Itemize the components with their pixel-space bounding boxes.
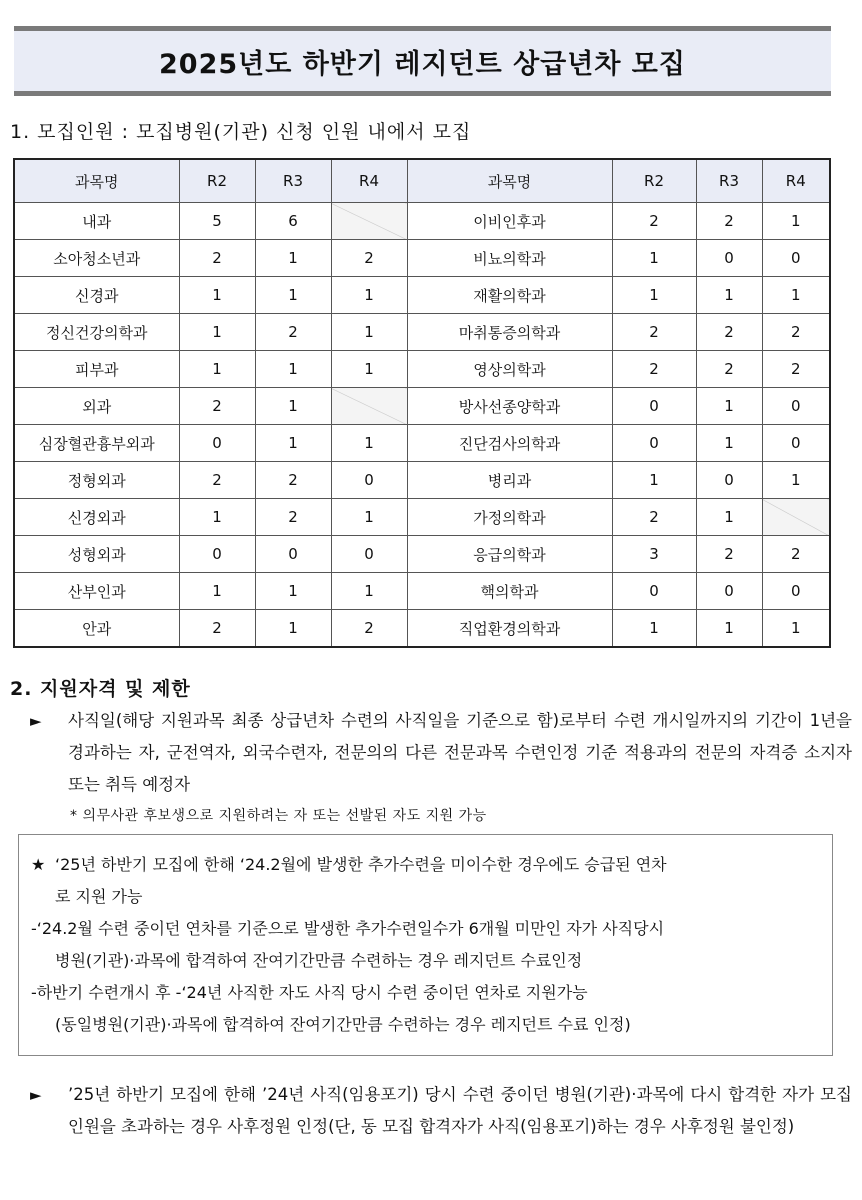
quota-cell: 1 bbox=[255, 277, 331, 314]
column-header: 과목명 bbox=[14, 159, 179, 203]
notice-text-cont: 로 지원 가능 bbox=[55, 887, 143, 906]
notice-sub-2: -하반기 수련개시 후 -‘24년 사직한 자도 사직 당시 수련 중이던 연차로 지원가능 bbox=[31, 983, 588, 1002]
quota-cell: 1 bbox=[762, 610, 830, 648]
quota-cell: 2 bbox=[696, 314, 762, 351]
quota-cell: 1 bbox=[179, 351, 255, 388]
notice-text: ‘25년 하반기 모집에 한해 ‘24.2월에 발생한 추가수련을 미이수한 경우에도 승급된 연차 bbox=[55, 855, 667, 874]
quota-cell: 2 bbox=[331, 240, 407, 277]
quota-cell: 2 bbox=[255, 314, 331, 351]
quota-cell: 2 bbox=[255, 499, 331, 536]
quota-cell: 2 bbox=[179, 610, 255, 648]
table-row bbox=[14, 425, 830, 462]
quota-cell: 2 bbox=[762, 536, 830, 573]
notice-sub-2-cont: (동일병원(기관)·과목에 합격하여 잔여기간만큼 수련하는 경우 레지던트 수료 인정) bbox=[55, 1015, 631, 1034]
column-header: R2 bbox=[179, 159, 255, 203]
subject-name-cell: 방사선종양학과 bbox=[407, 388, 612, 425]
subject-name-cell: 성형외과 bbox=[14, 536, 179, 573]
notice-box bbox=[18, 834, 833, 1056]
subject-name-cell: 내과 bbox=[14, 203, 179, 240]
notice-line bbox=[31, 849, 818, 881]
triangle-bullet-icon: ► bbox=[30, 1086, 42, 1104]
table-row bbox=[14, 203, 830, 240]
quota-cell: 0 bbox=[612, 388, 696, 425]
quota-cell: 2 bbox=[331, 610, 407, 648]
bullet-quota-exception-text: ’25년 하반기 모집에 한해 ’24년 사직(임용포기) 당시 수련 중이던 병원(기관)·과목에 다시 합격한 자가 모집인원을 초과하는 경우 사후정원 인정(단, 동 모집 합격자가 사직(임용포기)하는 경우 사후정원 불인정) bbox=[68, 1085, 852, 1136]
section2-heading: 2. 지원자격 및 제한 bbox=[10, 678, 191, 700]
quota-cell: 1 bbox=[762, 277, 830, 314]
page-title: 2025년도 하반기 레지던트 상급년차 모집 bbox=[159, 48, 686, 80]
quota-cell: 1 bbox=[612, 610, 696, 648]
quota-cell: 0 bbox=[331, 536, 407, 573]
table-row bbox=[14, 388, 830, 425]
table-row bbox=[14, 499, 830, 536]
table-header bbox=[14, 159, 830, 203]
quota-cell: 1 bbox=[612, 240, 696, 277]
table-row bbox=[14, 610, 830, 648]
quota-cell: 0 bbox=[612, 425, 696, 462]
empty-cell bbox=[331, 203, 407, 240]
quota-cell: 2 bbox=[612, 351, 696, 388]
table-row bbox=[14, 314, 830, 351]
subject-name-cell: 재활의학과 bbox=[407, 277, 612, 314]
quota-cell: 1 bbox=[331, 314, 407, 351]
quota-cell: 1 bbox=[255, 425, 331, 462]
quota-cell: 0 bbox=[612, 573, 696, 610]
quota-table bbox=[13, 158, 831, 648]
quota-cell: 1 bbox=[255, 240, 331, 277]
subject-name-cell: 신경과 bbox=[14, 277, 179, 314]
quota-cell: 1 bbox=[696, 388, 762, 425]
table-row bbox=[14, 462, 830, 499]
subject-name-cell: 안과 bbox=[14, 610, 179, 648]
quota-cell: 2 bbox=[179, 388, 255, 425]
quota-cell: 0 bbox=[762, 573, 830, 610]
quota-cell: 2 bbox=[612, 314, 696, 351]
quota-cell: 2 bbox=[696, 351, 762, 388]
quota-cell: 0 bbox=[696, 462, 762, 499]
quota-cell: 0 bbox=[179, 536, 255, 573]
quota-cell: 1 bbox=[696, 499, 762, 536]
quota-cell: 5 bbox=[179, 203, 255, 240]
quota-cell: 2 bbox=[612, 203, 696, 240]
quota-cell: 0 bbox=[762, 425, 830, 462]
quota-cell: 1 bbox=[696, 610, 762, 648]
bullet-eligibility bbox=[30, 705, 852, 801]
notice-sub-1-cont: 병원(기관)·과목에 합격하여 잔여기간만큼 수련하는 경우 레지던트 수료인정 bbox=[55, 951, 583, 970]
quota-cell: 2 bbox=[696, 536, 762, 573]
subject-name-cell: 직업환경의학과 bbox=[407, 610, 612, 648]
table-row bbox=[14, 573, 830, 610]
subject-name-cell: 핵의학과 bbox=[407, 573, 612, 610]
table-header-row bbox=[14, 159, 830, 203]
quota-cell: 1 bbox=[179, 499, 255, 536]
star-icon: ★ bbox=[31, 855, 46, 874]
quota-cell: 2 bbox=[612, 499, 696, 536]
column-header: R4 bbox=[331, 159, 407, 203]
empty-cell bbox=[331, 388, 407, 425]
quota-cell: 1 bbox=[696, 425, 762, 462]
quota-cell: 0 bbox=[331, 462, 407, 499]
triangle-bullet-icon: ► bbox=[30, 712, 42, 730]
quota-cell: 1 bbox=[179, 314, 255, 351]
quota-cell: 1 bbox=[331, 277, 407, 314]
subject-name-cell: 정형외과 bbox=[14, 462, 179, 499]
bullet-eligibility-text: 사직일(해당 지원과목 최종 상급년차 수련의 사직일을 기준으로 함)로부터 수련 개시일까지의 기간이 1년을 경과하는 자, 군전역자, 외국수련자, 전문의의 다른 전문과목 수련인정 기준 적용과의 전문의 자격증 소지자 또는 취득 예정자 bbox=[68, 711, 852, 794]
quota-cell: 1 bbox=[255, 573, 331, 610]
quota-cell: 2 bbox=[762, 351, 830, 388]
quota-cell: 1 bbox=[255, 610, 331, 648]
subject-name-cell: 소아청소년과 bbox=[14, 240, 179, 277]
quota-cell: 2 bbox=[762, 314, 830, 351]
quota-cell: 6 bbox=[255, 203, 331, 240]
subject-name-cell: 심장혈관흉부외과 bbox=[14, 425, 179, 462]
table-row bbox=[14, 351, 830, 388]
quota-cell: 2 bbox=[179, 462, 255, 499]
subject-name-cell: 병리과 bbox=[407, 462, 612, 499]
quota-cell: 2 bbox=[255, 462, 331, 499]
section1-heading: 1. 모집인원 : 모집병원(기관) 신청 인원 내에서 모집 bbox=[10, 121, 472, 143]
quota-cell: 0 bbox=[696, 573, 762, 610]
quota-cell: 1 bbox=[762, 462, 830, 499]
subject-name-cell: 신경외과 bbox=[14, 499, 179, 536]
subject-name-cell: 산부인과 bbox=[14, 573, 179, 610]
column-header: R3 bbox=[696, 159, 762, 203]
quota-cell: 1 bbox=[331, 499, 407, 536]
subject-name-cell: 피부과 bbox=[14, 351, 179, 388]
quota-cell: 1 bbox=[612, 462, 696, 499]
subject-name-cell: 비뇨의학과 bbox=[407, 240, 612, 277]
subject-name-cell: 정신건강의학과 bbox=[14, 314, 179, 351]
empty-cell bbox=[762, 499, 830, 536]
column-header: R4 bbox=[762, 159, 830, 203]
quota-cell: 0 bbox=[179, 425, 255, 462]
table-body bbox=[14, 203, 830, 648]
quota-cell: 1 bbox=[255, 351, 331, 388]
bullet-eligibility-note: * 의무사관 후보생으로 지원하려는 자 또는 선발된 자도 지원 가능 bbox=[70, 808, 487, 824]
quota-cell: 0 bbox=[762, 388, 830, 425]
table-row bbox=[14, 240, 830, 277]
subject-name-cell: 마취통증의학과 bbox=[407, 314, 612, 351]
quota-cell: 3 bbox=[612, 536, 696, 573]
quota-cell: 1 bbox=[179, 277, 255, 314]
subject-name-cell: 응급의학과 bbox=[407, 536, 612, 573]
quota-cell: 1 bbox=[331, 351, 407, 388]
title-box bbox=[14, 26, 831, 96]
column-header: R2 bbox=[612, 159, 696, 203]
quota-cell: 0 bbox=[762, 240, 830, 277]
quota-cell: 1 bbox=[612, 277, 696, 314]
subject-name-cell: 영상의학과 bbox=[407, 351, 612, 388]
column-header: R3 bbox=[255, 159, 331, 203]
column-header: 과목명 bbox=[407, 159, 612, 203]
table-row bbox=[14, 277, 830, 314]
quota-cell: 2 bbox=[179, 240, 255, 277]
subject-name-cell: 이비인후과 bbox=[407, 203, 612, 240]
quota-cell: 1 bbox=[255, 388, 331, 425]
bullet-quota-exception bbox=[30, 1079, 852, 1143]
quota-cell: 0 bbox=[696, 240, 762, 277]
quota-cell: 1 bbox=[179, 573, 255, 610]
subject-name-cell: 외과 bbox=[14, 388, 179, 425]
quota-cell: 1 bbox=[331, 573, 407, 610]
quota-cell: 1 bbox=[696, 277, 762, 314]
table-row bbox=[14, 536, 830, 573]
subject-name-cell: 진단검사의학과 bbox=[407, 425, 612, 462]
quota-cell: 0 bbox=[255, 536, 331, 573]
quota-cell: 1 bbox=[762, 203, 830, 240]
notice-sub-1: -‘24.2월 수련 중이던 연차를 기준으로 발생한 추가수련일수가 6개월 미만인 자가 사직당시 bbox=[31, 919, 665, 938]
quota-cell: 1 bbox=[331, 425, 407, 462]
quota-cell: 2 bbox=[696, 203, 762, 240]
subject-name-cell: 가정의학과 bbox=[407, 499, 612, 536]
